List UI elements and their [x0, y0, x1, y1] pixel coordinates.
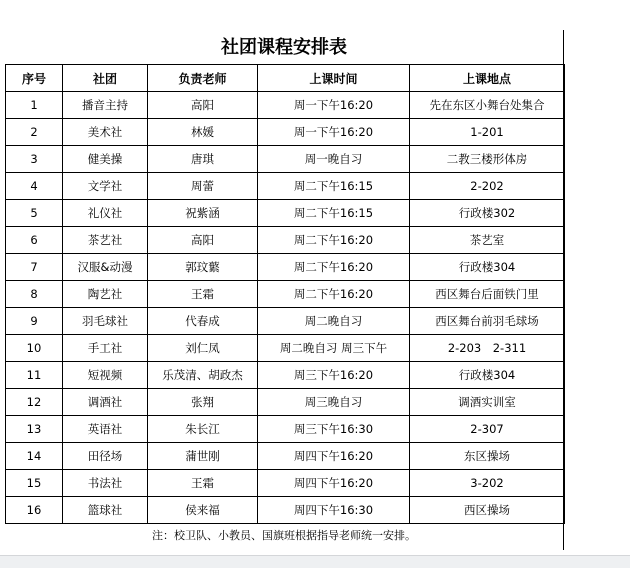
cell-time[interactable]: 周二下午16:15 [258, 200, 410, 227]
table-row [6, 200, 565, 227]
cell-location[interactable]: 西区舞台前羽毛球场 [410, 308, 565, 335]
cell-location[interactable]: 西区操场 [410, 497, 565, 524]
cell-time[interactable]: 周四下午16:30 [258, 497, 410, 524]
cell-index[interactable]: 8 [6, 281, 63, 308]
cell-location[interactable]: 行政楼304 [410, 254, 565, 281]
cell-teacher[interactable]: 郭玟蘩 [148, 254, 258, 281]
cell-club[interactable]: 健美操 [63, 146, 148, 173]
cell-location[interactable]: 行政楼302 [410, 200, 565, 227]
header-club[interactable]: 社团 [63, 65, 148, 92]
cell-teacher[interactable]: 高阳 [148, 92, 258, 119]
cell-location[interactable]: 二教三楼形体房 [410, 146, 565, 173]
cell-location[interactable]: 2-307 [410, 416, 565, 443]
table-title: 社团课程安排表 [221, 37, 347, 58]
header-teacher[interactable]: 负责老师 [148, 65, 258, 92]
cell-teacher[interactable]: 林媛 [148, 119, 258, 146]
cell-time[interactable]: 周一下午16:20 [258, 119, 410, 146]
cell-teacher[interactable]: 唐琪 [148, 146, 258, 173]
table-body [6, 92, 565, 524]
cell-teacher[interactable]: 乐茂清、胡政杰 [148, 362, 258, 389]
cell-club[interactable]: 礼仪社 [63, 200, 148, 227]
header-row [6, 65, 565, 92]
table-row [6, 362, 565, 389]
table-row [6, 308, 565, 335]
cell-location[interactable]: 调酒实训室 [410, 389, 565, 416]
header-location[interactable]: 上课地点 [410, 65, 565, 92]
cell-time[interactable]: 周四下午16:20 [258, 470, 410, 497]
cell-club[interactable]: 英语社 [63, 416, 148, 443]
table-row [6, 254, 565, 281]
cell-teacher[interactable]: 王霜 [148, 470, 258, 497]
cell-teacher[interactable]: 刘仁凤 [148, 335, 258, 362]
cell-index[interactable]: 7 [6, 254, 63, 281]
table-row [6, 389, 565, 416]
cell-index[interactable]: 10 [6, 335, 63, 362]
cell-club[interactable]: 美术社 [63, 119, 148, 146]
cell-location[interactable]: 东区操场 [410, 443, 565, 470]
cell-index[interactable]: 6 [6, 227, 63, 254]
cell-location[interactable]: 1-201 [410, 119, 565, 146]
cell-location[interactable]: 3-202 [410, 470, 565, 497]
cell-teacher[interactable]: 蒲世刚 [148, 443, 258, 470]
cell-location[interactable]: 2-203 2-311 [410, 335, 565, 362]
cell-teacher[interactable]: 代春成 [148, 308, 258, 335]
cell-index[interactable]: 2 [6, 119, 63, 146]
cell-time[interactable]: 周二晚自习 周三下午 [258, 335, 410, 362]
cell-location[interactable]: 2-202 [410, 173, 565, 200]
cell-club[interactable]: 调酒社 [63, 389, 148, 416]
cell-index[interactable]: 15 [6, 470, 63, 497]
cell-teacher[interactable]: 张翔 [148, 389, 258, 416]
table-row [6, 119, 565, 146]
column-border-line [563, 30, 564, 550]
table-row [6, 416, 565, 443]
cell-time[interactable]: 周二下午16:20 [258, 227, 410, 254]
cell-index[interactable]: 14 [6, 443, 63, 470]
table-row [6, 146, 565, 173]
cell-teacher[interactable]: 周蕾 [148, 173, 258, 200]
cell-club[interactable]: 羽毛球社 [63, 308, 148, 335]
cell-club[interactable]: 茶艺社 [63, 227, 148, 254]
cell-location[interactable]: 西区舞台后面铁门里 [410, 281, 565, 308]
cell-club[interactable]: 短视频 [63, 362, 148, 389]
cell-time[interactable]: 周二下午16:15 [258, 173, 410, 200]
cell-index[interactable]: 16 [6, 497, 63, 524]
table-row [6, 335, 565, 362]
schedule-table [5, 64, 565, 524]
cell-club[interactable]: 田径场 [63, 443, 148, 470]
cell-index[interactable]: 1 [6, 92, 63, 119]
cell-location[interactable]: 茶艺室 [410, 227, 565, 254]
cell-club[interactable]: 手工社 [63, 335, 148, 362]
cell-index[interactable]: 5 [6, 200, 63, 227]
table-row [6, 281, 565, 308]
table-row [6, 227, 565, 254]
cell-index[interactable]: 12 [6, 389, 63, 416]
footnote: 注：校卫队、小教员、国旗班根据指导老师统一安排。 [152, 529, 416, 542]
cell-club[interactable]: 陶艺社 [63, 281, 148, 308]
cell-club[interactable]: 书法社 [63, 470, 148, 497]
cell-club[interactable]: 播音主持 [63, 92, 148, 119]
cell-index[interactable]: 3 [6, 146, 63, 173]
cell-time[interactable]: 周四下午16:20 [258, 443, 410, 470]
cell-time[interactable]: 周三下午16:30 [258, 416, 410, 443]
cell-location[interactable]: 先在东区小舞台处集合 [410, 92, 565, 119]
cell-index[interactable]: 9 [6, 308, 63, 335]
cell-time[interactable]: 周一下午16:20 [258, 92, 410, 119]
header-index[interactable]: 序号 [6, 65, 63, 92]
table-row [6, 92, 565, 119]
cell-time[interactable]: 周一晚自习 [258, 146, 410, 173]
cell-teacher[interactable]: 侯来福 [148, 497, 258, 524]
cell-time[interactable]: 周二晚自习 [258, 308, 410, 335]
cell-time[interactable]: 周二下午16:20 [258, 254, 410, 281]
sheet-bottom-bar [0, 555, 630, 568]
cell-index[interactable]: 13 [6, 416, 63, 443]
cell-teacher[interactable]: 王霜 [148, 281, 258, 308]
cell-time[interactable]: 周三下午16:20 [258, 362, 410, 389]
cell-time[interactable]: 周二下午16:20 [258, 281, 410, 308]
table-row [6, 173, 565, 200]
cell-teacher[interactable]: 祝紫涵 [148, 200, 258, 227]
header-time[interactable]: 上课时间 [258, 65, 410, 92]
cell-index[interactable]: 11 [6, 362, 63, 389]
cell-club[interactable]: 篮球社 [63, 497, 148, 524]
cell-club[interactable]: 文学社 [63, 173, 148, 200]
cell-teacher[interactable]: 朱长江 [148, 416, 258, 443]
table-row [6, 497, 565, 524]
cell-index[interactable]: 4 [6, 173, 63, 200]
table-row [6, 443, 565, 470]
cell-club[interactable]: 汉服&动漫 [63, 254, 148, 281]
table-row [6, 470, 565, 497]
cell-teacher[interactable]: 高阳 [148, 227, 258, 254]
cell-location[interactable]: 行政楼304 [410, 362, 565, 389]
cell-time[interactable]: 周三晚自习 [258, 389, 410, 416]
